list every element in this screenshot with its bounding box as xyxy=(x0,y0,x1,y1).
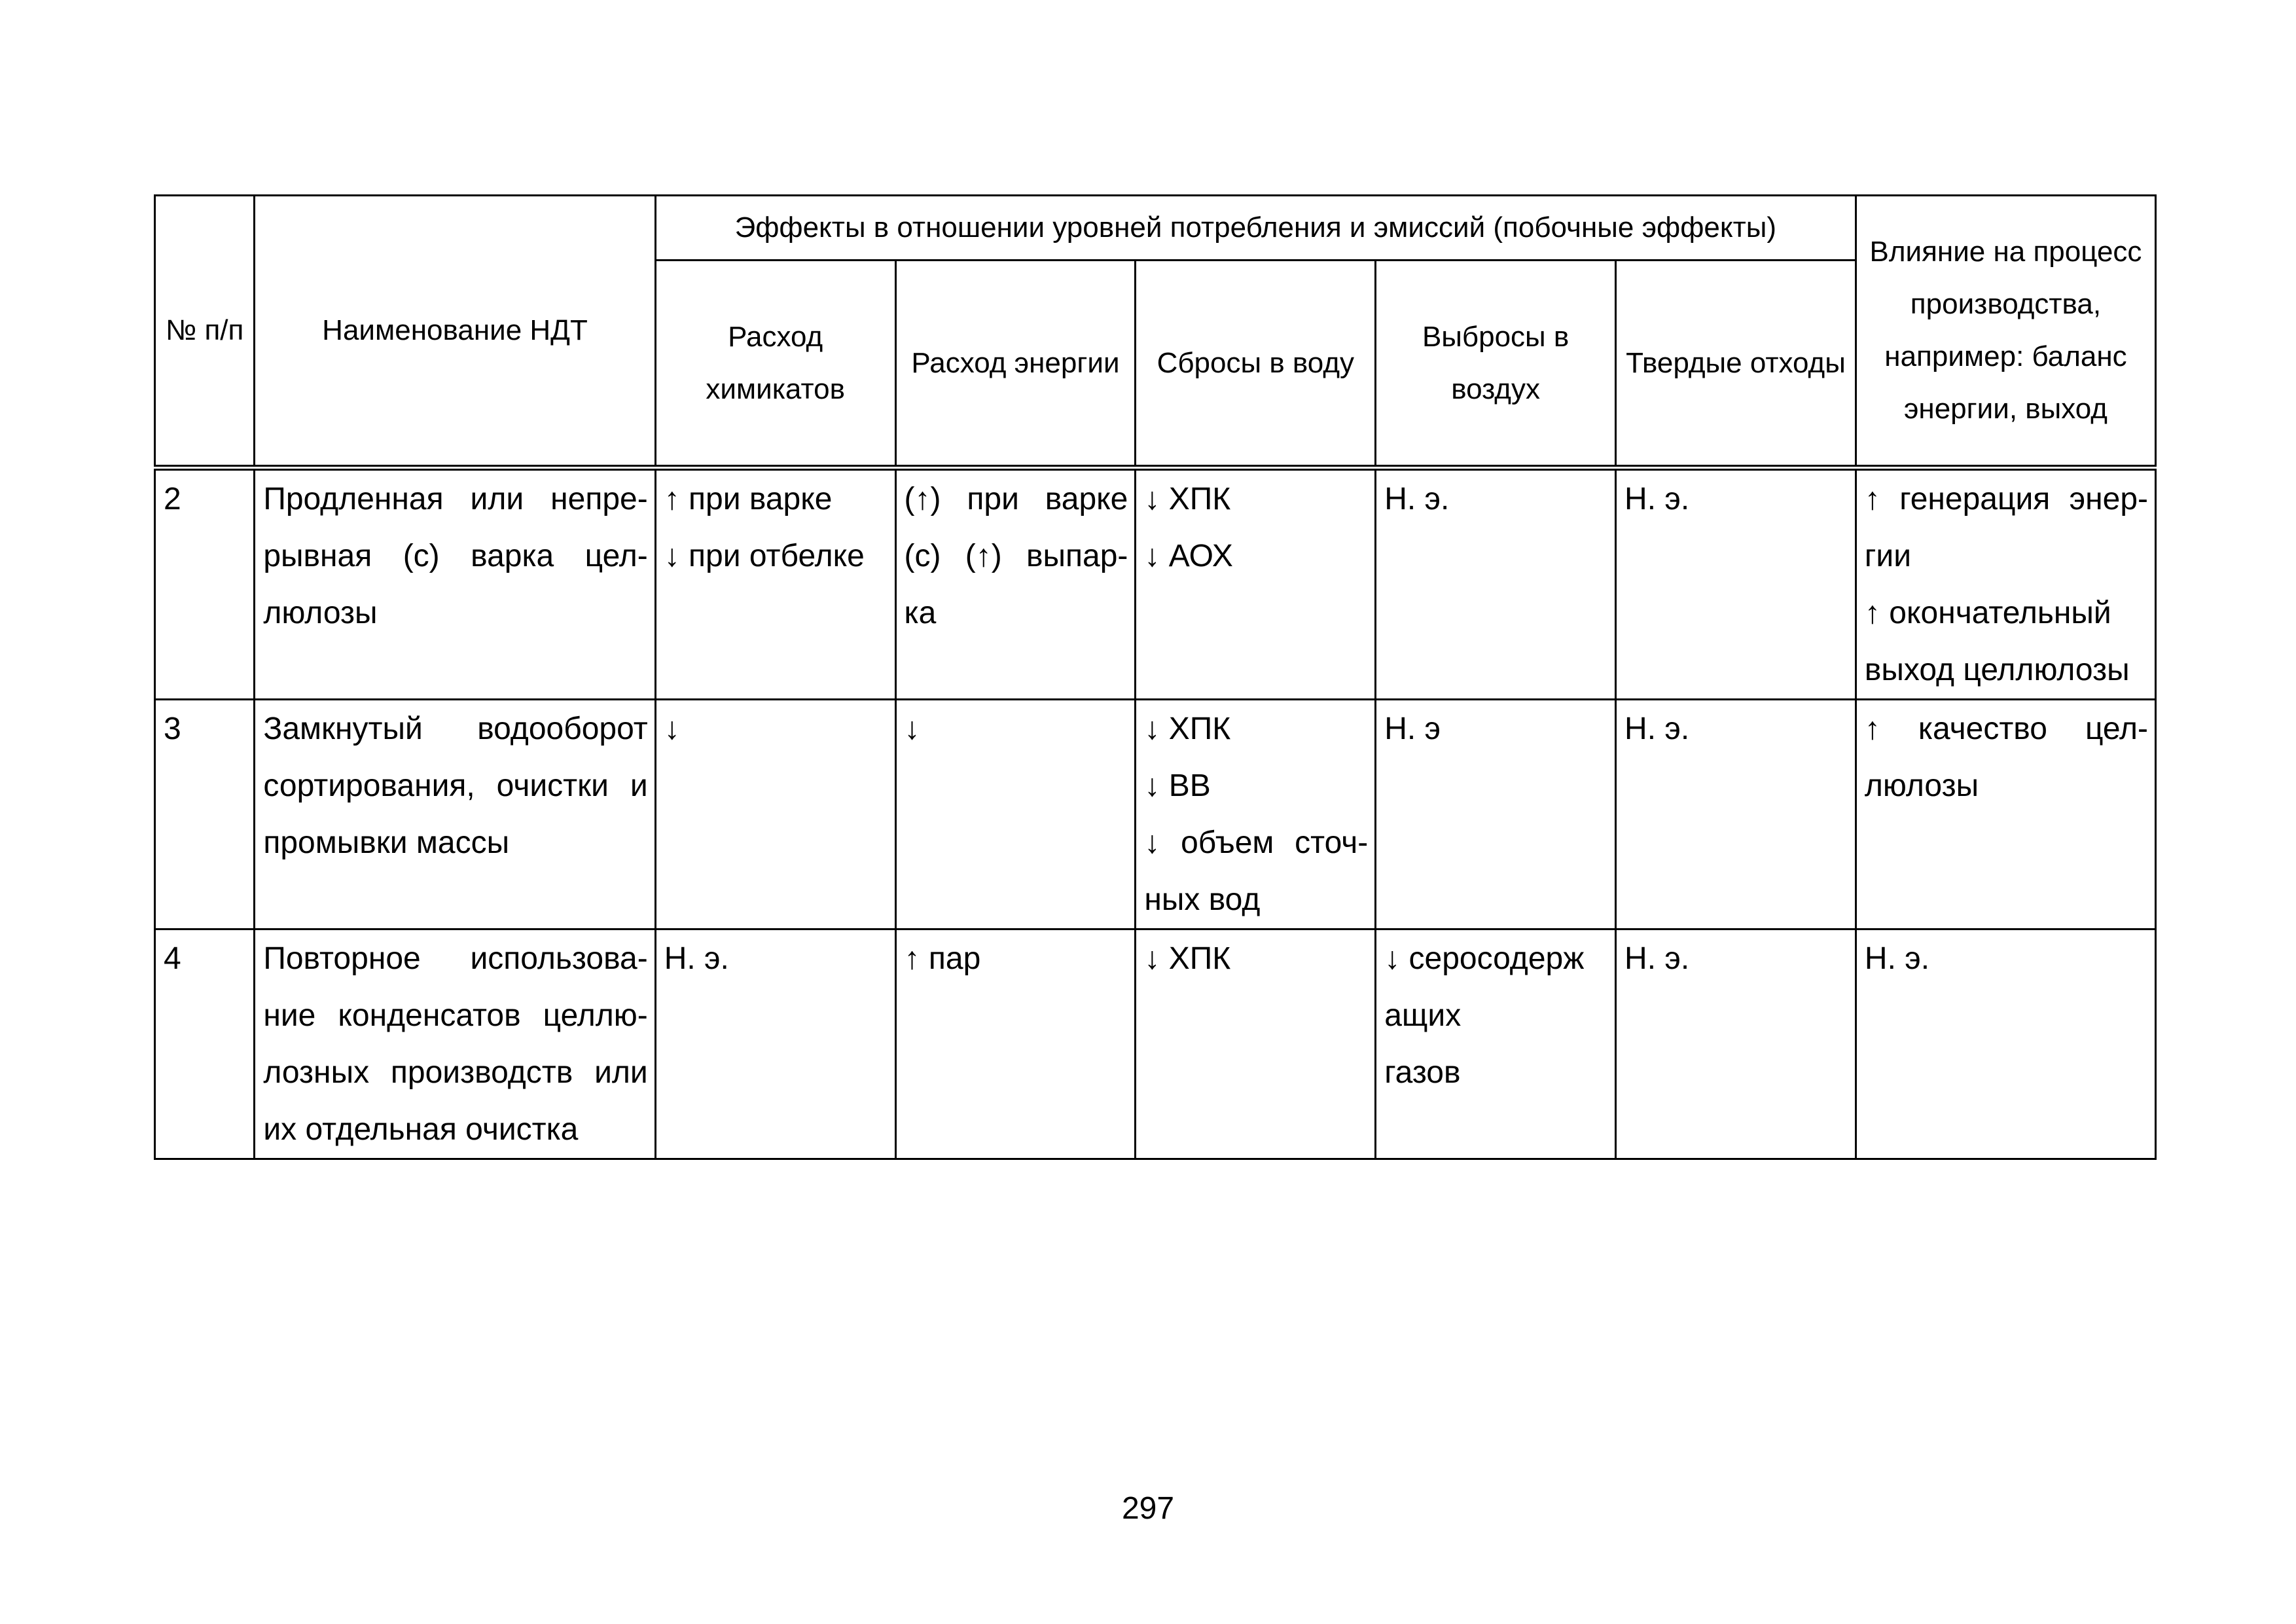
bat-effects-table xyxy=(154,194,2157,1160)
cell-line: Н. э. xyxy=(1384,482,1450,516)
cell-line: люлозы xyxy=(1864,768,1979,803)
cell-number: 3 xyxy=(155,700,255,929)
cell-line: Повторное использова- xyxy=(263,941,648,976)
cell-solid-waste xyxy=(1616,929,1856,1159)
cell-line: ащих xyxy=(1384,998,1462,1033)
table-row xyxy=(155,929,2156,1159)
cell-line: ↓ ХПК xyxy=(1144,712,1231,746)
cell-solid-waste xyxy=(1616,468,1856,700)
cell-line: ↓ объем сточ- xyxy=(1144,825,1369,860)
cell-line: выход целлюлозы xyxy=(1864,653,2130,687)
cell-line: (с) (↑) выпар- xyxy=(904,539,1128,573)
cell-line: промывки массы xyxy=(263,825,510,860)
cell-water xyxy=(1136,700,1376,929)
cell-solid-waste xyxy=(1616,700,1856,929)
cell-line: ка xyxy=(904,596,937,630)
cell-bat-name xyxy=(255,468,655,700)
cell-water xyxy=(1136,468,1376,700)
cell-line: (↑) при варке xyxy=(904,482,1128,516)
cell-line: ↑ при варке xyxy=(664,482,833,516)
cell-number: 2 xyxy=(155,468,255,700)
cell-line: сортирования, очистки и xyxy=(263,768,648,803)
header-air: Выбросы в воздух xyxy=(1376,261,1616,468)
cell-line: их отдельная очистка xyxy=(263,1112,579,1147)
cell-chemicals xyxy=(655,468,895,700)
cell-line: Н. э. xyxy=(664,941,729,976)
cell-water xyxy=(1136,929,1376,1159)
cell-line: ↓ ВВ xyxy=(1144,768,1211,803)
header-solid-waste: Твердые отходы xyxy=(1616,261,1856,468)
header-energy: Расход энергии xyxy=(895,261,1136,468)
cell-influence xyxy=(1856,700,2155,929)
cell-influence xyxy=(1856,468,2155,700)
cell-line: ↓ ХПК xyxy=(1144,482,1231,516)
cell-line: ↓ серосодерж xyxy=(1384,941,1585,976)
cell-line: ↑ пар xyxy=(904,941,981,976)
table-row xyxy=(155,468,2156,700)
page-number: 297 xyxy=(1121,1491,1175,1526)
cell-line: Н. э. xyxy=(1864,941,1930,976)
cell-line: Н. э. xyxy=(1624,482,1690,516)
cell-air xyxy=(1376,700,1616,929)
cell-line: гии xyxy=(1864,539,1912,573)
cell-chemicals xyxy=(655,929,895,1159)
cell-energy xyxy=(895,468,1136,700)
cell-air xyxy=(1376,929,1616,1159)
cell-line: лозных производств или xyxy=(263,1055,648,1090)
cell-energy xyxy=(895,700,1136,929)
cell-line: ↓ при отбелке xyxy=(664,539,865,573)
cell-line: ↓ xyxy=(664,712,680,746)
header-number: № п/п xyxy=(155,196,255,468)
header-effects-group: Эффекты в отношении уровней потребления и эмиссий (побочные эффекты) xyxy=(655,196,1856,261)
cell-air xyxy=(1376,468,1616,700)
cell-chemicals xyxy=(655,700,895,929)
cell-line: Продленная или непре- xyxy=(263,482,648,516)
cell-line: ние конденсатов целлю- xyxy=(263,998,648,1033)
cell-influence xyxy=(1856,929,2155,1159)
cell-line: газов xyxy=(1384,1055,1461,1090)
cell-line: ↑ окончательный xyxy=(1864,596,2111,630)
cell-line: Н. э xyxy=(1384,712,1441,746)
header-chemicals: Расход химикатов xyxy=(655,261,895,468)
cell-line: Замкнутый водооборот xyxy=(263,712,648,746)
table-row xyxy=(155,700,2156,929)
cell-line: Н. э. xyxy=(1624,712,1690,746)
cell-line: люлозы xyxy=(263,596,378,630)
cell-bat-name xyxy=(255,929,655,1159)
cell-line: ↓ xyxy=(904,712,920,746)
header-water: Сбросы в воду xyxy=(1136,261,1376,468)
cell-line: ↑ генерация энер- xyxy=(1864,482,2148,516)
cell-number: 4 xyxy=(155,929,255,1159)
header-bat-name: Наименование НДТ xyxy=(255,196,655,468)
header-influence: Влияние на процесс производства, например: баланс энергии, выход xyxy=(1856,196,2155,468)
cell-energy xyxy=(895,929,1136,1159)
cell-line: рывная (с) варка цел- xyxy=(263,539,648,573)
cell-line: ↓ АОХ xyxy=(1144,539,1233,573)
cell-line: ↓ ХПК xyxy=(1144,941,1231,976)
cell-line: ных вод xyxy=(1144,882,1261,917)
cell-bat-name xyxy=(255,700,655,929)
cell-line: Н. э. xyxy=(1624,941,1690,976)
cell-line: ↑ качество цел- xyxy=(1864,712,2148,746)
